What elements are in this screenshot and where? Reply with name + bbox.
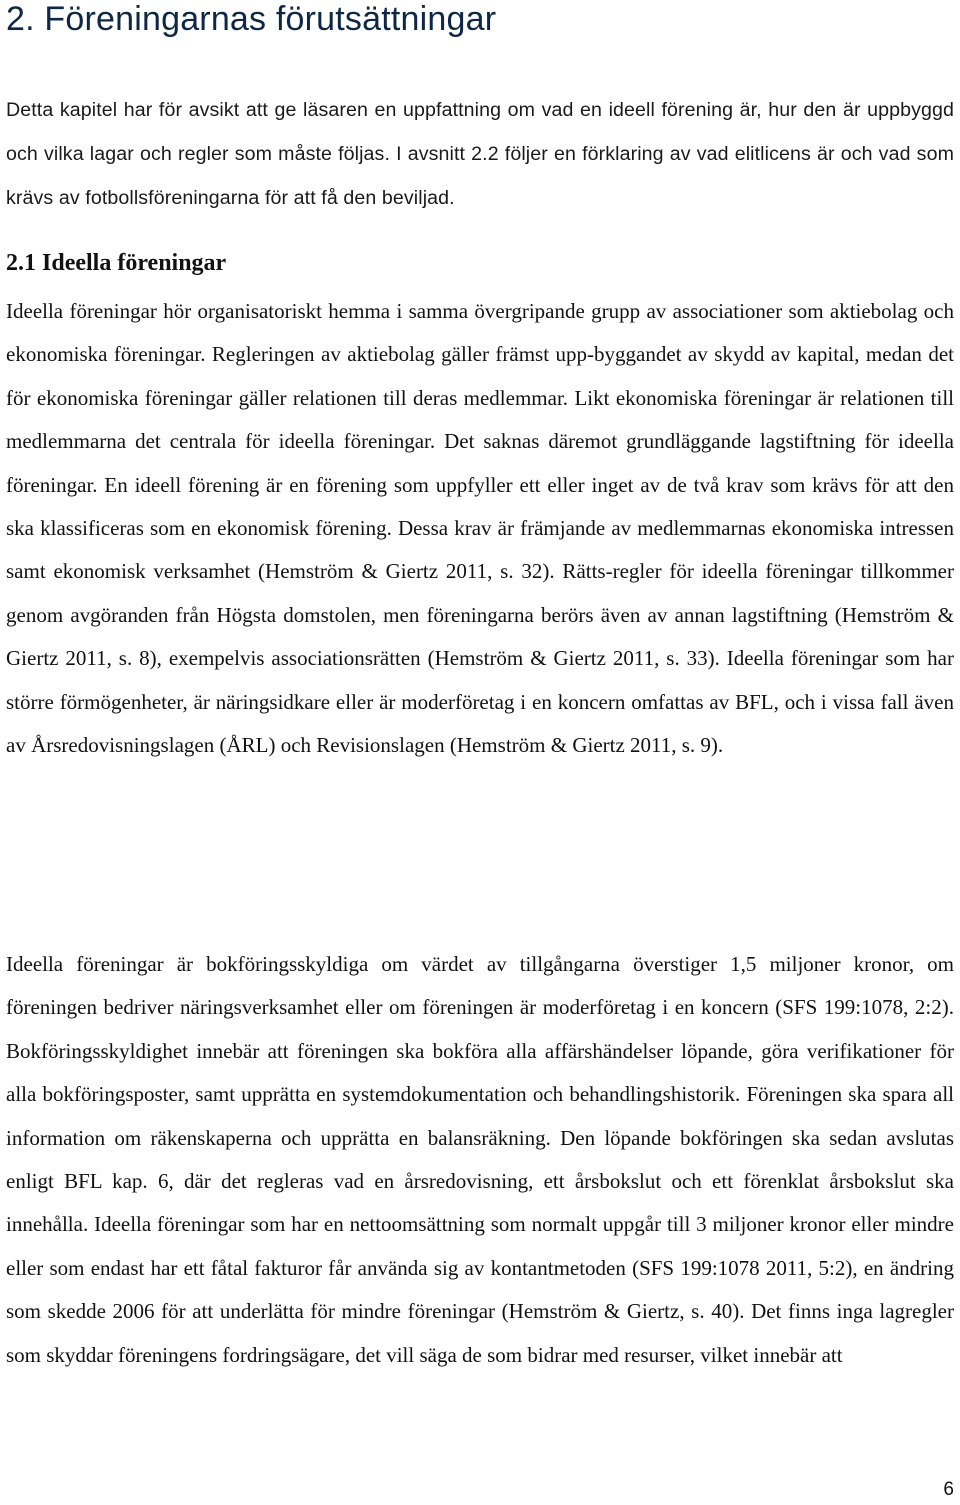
- chapter-title: 2. Föreningarnas förutsättningar: [6, 0, 497, 38]
- section-paragraph-2: Ideella föreningar är bokföringsskyldiga om värdet av tillgångarna överstiger 1,5 miljoner kronor, om föreningen bedriver näringsverksamhet eller om föreningen är moderföretag i en koncern (SFS 199:1078, 2:2). Bokföringsskyldighet innebär att föreningen ska bokföra alla affärshändelser löpande, göra verifikationer för alla bokföringsposter, samt upprätta en systemdokumentation och behandlingshistorik. Föreningen ska spara all information om räkenskaperna och upprätta en balansräkning. Den löpande bokföringen ska sedan avslutas enligt BFL kap. 6, där det regleras vad en årsredovisning, ett årsbokslut och ett förenklat årsbokslut ska innehålla. Ideella föreningar som har en nettoomsättning som normalt uppgår till 3 miljoner kronor eller mindre eller som endast har ett fåtal fakturor får använda sig av kontantmetoden (SFS 199:1078 2011, 5:2), en ändring som skedde 2006 för att underlätta för mindre föreningar (Hemström & Giertz, s. 40). Det finns inga lagregler som skyddar föreningens fordringsägare, det vill säga de som bidrar med resurser, vilket innebär att: [6, 952, 954, 1367]
- section-heading: 2.1 Ideella föreningar: [6, 250, 227, 276]
- chapter-intro-paragraph: Detta kapitel har för avsikt att ge läsaren en uppfattning om vad en ideell förening är, hur den är uppbyggd och vilka lagar och regler som måste följas. I avsnitt 2.2 följer en förklaring av vad elitlicens är och vad som krävs av fotbollsföreningarna för att få den beviljad.: [6, 99, 954, 209]
- section-paragraph-1: Ideella föreningar hör organisatoriskt hemma i samma övergripande grupp av associationer som aktiebolag och ekonomiska föreningar. Regleringen av aktiebolag gäller främst upp-byggandet av skydd av kapital, medan det för ekonomiska föreningar gäller relationen till deras medlemmar. Likt ekonomiska föreningar är relationen till medlemmarna det centrala för ideella föreningar. Det saknas däremot grundläggande lagstiftning för ideella föreningar. En ideell förening är en förening som uppfyller ett eller inget av de två krav som krävs för att den ska klassificeras som en ekonomisk förening. Dessa krav är främjande av medlemmarnas ekonomiska intressen samt ekonomisk verksamhet (Hemström & Giertz 2011, s. 32). Rätts-regler för ideella föreningar tillkommer genom avgöranden från Högsta domstolen, men föreningarna berörs även av annan lagstiftning (Hemström & Giertz 2011, s. 8), exempelvis associationsrätten (Hemström & Giertz 2011, s. 33). Ideella föreningar som har större förmögenheter, är näringsidkare eller är moderföretag i en koncern omfattas av BFL, och i vissa fall även av Årsredovisningslagen (ÅRL) och Revisionslagen (Hemström & Giertz 2011, s. 9).: [6, 299, 954, 758]
- page-number: 6: [943, 1479, 954, 1500]
